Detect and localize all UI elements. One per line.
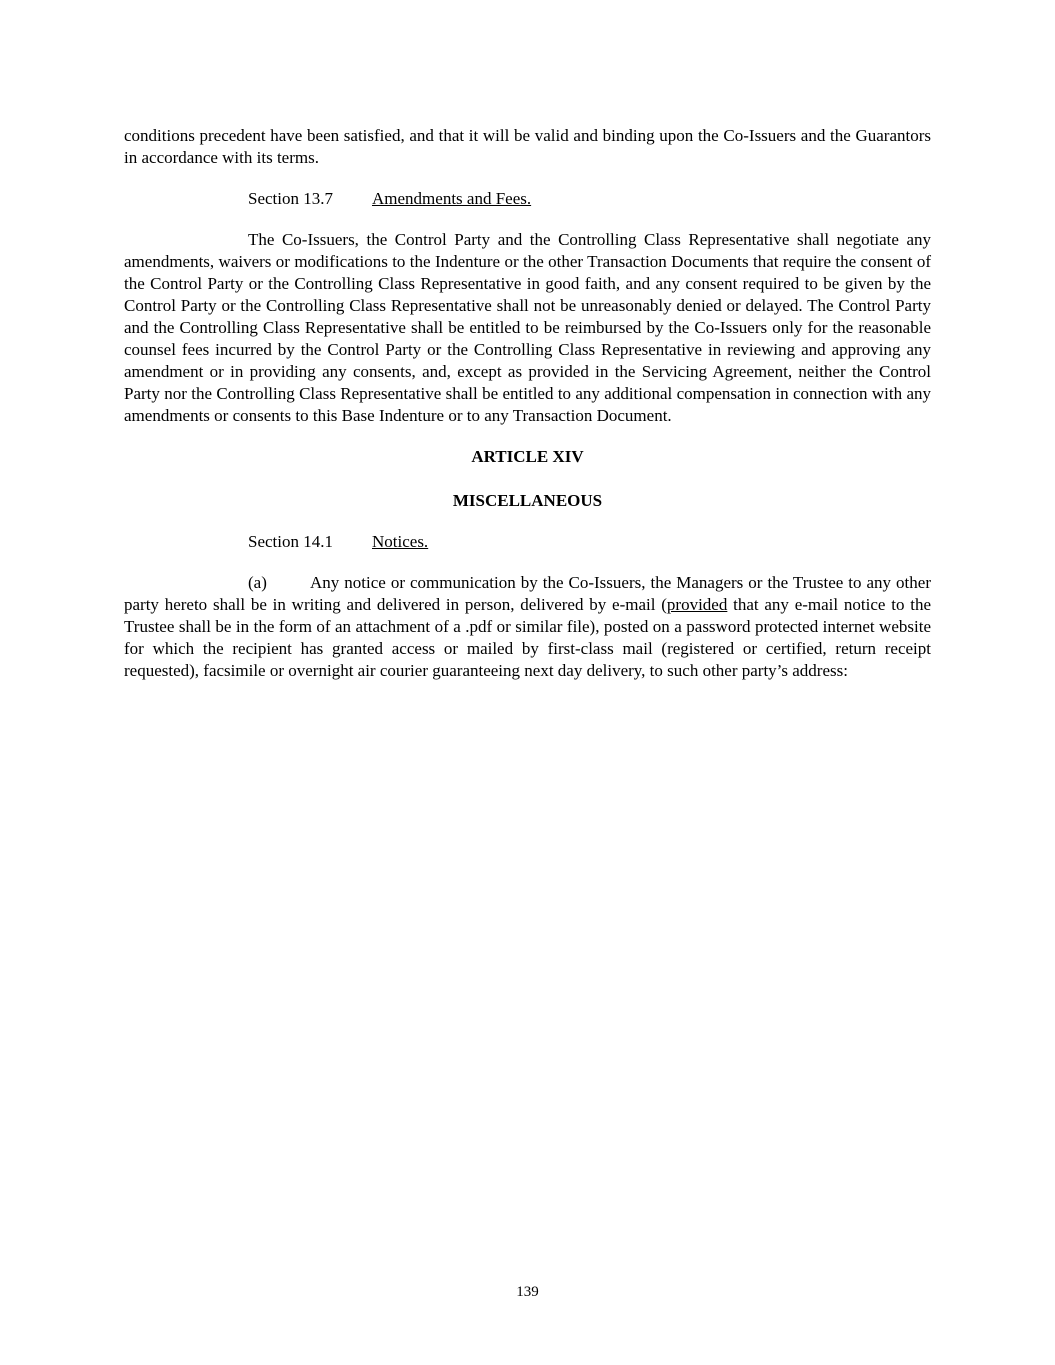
section-14-1-title: Notices. (372, 532, 429, 551)
section-13-7-number: Section 13.7 (248, 189, 333, 208)
clause-text-before: Any notice or communication by the Co-Issuers, the Managers or the Trustee to any other party hereto shall be in writing and delivered in person, delivered by e-mail ( (124, 573, 931, 614)
article-heading: ARTICLE XIV (471, 447, 584, 466)
section-14-1-heading (124, 531, 931, 553)
section-13-7-heading (124, 188, 931, 210)
document-page (124, 125, 931, 682)
section-14-1-number: Section 14.1 (248, 532, 333, 551)
section-14-1-clause-a (124, 572, 931, 682)
section-13-7-body: The Co-Issuers, the Control Party and the Controlling Class Representative shall negotiate any amendments, waivers or modifications to the Indenture or the other Transaction Documents that require the consent of the Control Party or the Controlling Class Representative in good faith, and any consent required to be given by the Control Party or the Controlling Class Representative shall not be unreasonably denied or delayed. The Control Party and the Controlling Class Representative shall be entitled to be reimbursed by the Co-Issuers only for the reasonable counsel fees incurred by the Control Party or the Controlling Class Representative in reviewing and approving any amendment or in providing any consents, and, except as provided in the Servicing Agreement, neither the Control Party nor the Controlling Class Representative shall be entitled to any additional compensation in connection with any amendments or consents to this Base Indenture or to any Transaction Document. (124, 230, 931, 425)
clause-text-after: that any e-mail notice to the Trustee shall be in the form of an attachment of a .pdf or similar file), posted on a password protected internet website for which the recipient has granted access or mailed by first-class mail (registered or certified, return receipt requested), facsimile or overnight air courier guaranteeing next day delivery, to such other party’s address: (124, 595, 931, 680)
section-13-7-title: Amendments and Fees. (372, 189, 532, 208)
clause-label: (a) (248, 573, 267, 592)
article-title: MISCELLANEOUS (452, 491, 603, 510)
clause-provided-term: provided (666, 595, 728, 614)
continuation-paragraph: conditions precedent have been satisfied, and that it will be valid and binding upon the Co-Issuers and the Guarantors in accordance with its terms. (124, 126, 931, 167)
page-number: 139 (516, 1284, 539, 1300)
